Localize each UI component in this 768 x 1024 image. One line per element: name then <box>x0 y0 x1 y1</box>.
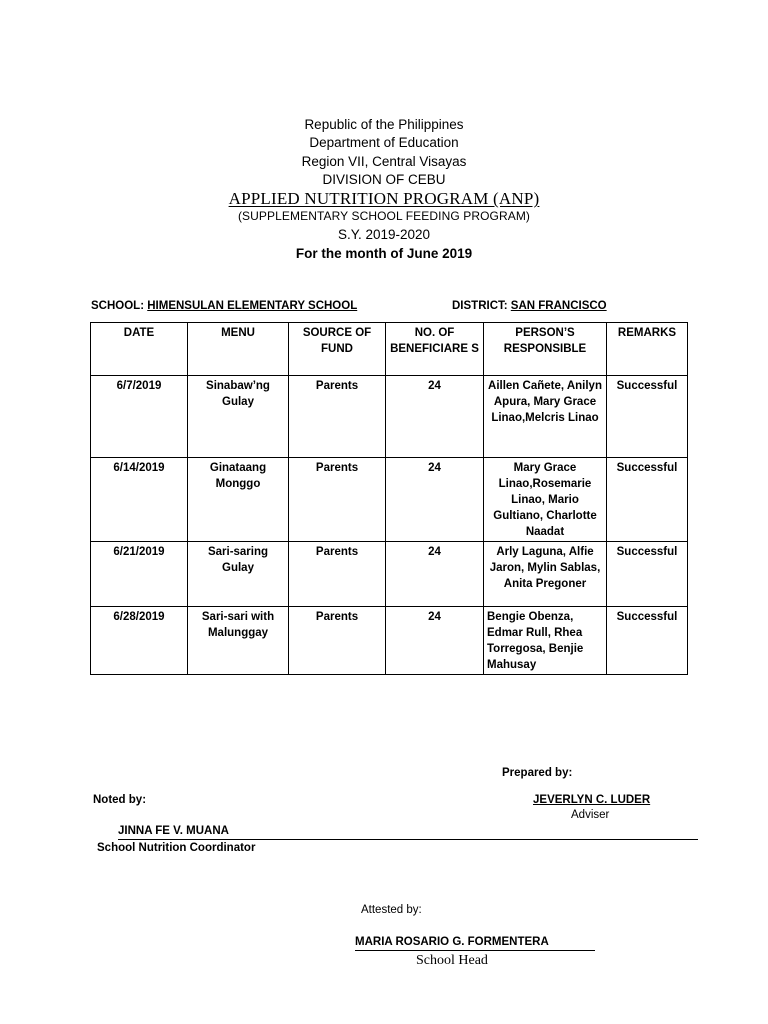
cell-date: 6/21/2019 <box>91 542 188 607</box>
cell-source: Parents <box>289 607 386 675</box>
header-no-of-beneficiaries: NO. OF BENEFICIARE S <box>386 323 484 376</box>
cell-date: 6/14/2019 <box>91 458 188 542</box>
school-year: S.Y. 2019-2020 <box>337 227 431 242</box>
header-region: Region VII, Central Visayas <box>301 154 467 169</box>
cell-remarks: Successful <box>607 376 688 458</box>
header-remarks: REMARKS <box>607 323 688 376</box>
district-label: DISTRICT: <box>452 300 508 312</box>
noted-by-label: Noted by: <box>93 794 147 806</box>
table-row <box>91 542 688 607</box>
header-date: DATE <box>91 323 188 376</box>
cell-source: Parents <box>289 542 386 607</box>
attested-by-title: School Head <box>416 953 488 968</box>
cell-source: Parents <box>289 458 386 542</box>
header-department: Department of Education <box>309 135 459 150</box>
feeding-schedule-table <box>90 322 688 675</box>
cell-beneficiaries: 24 <box>386 376 484 458</box>
cell-menu: Sari-sari with Malunggay <box>188 607 289 675</box>
document-subtitle: (SUPPLEMENTARY SCHOOL FEEDING PROGRAM) <box>237 209 531 223</box>
table-row <box>91 607 688 675</box>
prepared-by-name: JEVERLYN C. LUDER <box>533 794 651 806</box>
cell-persons: Bengie Obenza, Edmar Rull, Rhea Torregosa, Benjie Mahusay <box>484 607 607 675</box>
prepared-by-label: Prepared by: <box>502 767 573 779</box>
cell-beneficiaries: 24 <box>386 458 484 542</box>
table-row <box>91 376 688 458</box>
attested-by-name: MARIA ROSARIO G. FORMENTERA <box>355 936 549 948</box>
school-value: HIMENSULAN ELEMENTARY SCHOOL <box>147 300 358 312</box>
cell-menu: Ginataang Monggo <box>188 458 289 542</box>
school-info <box>91 300 357 312</box>
school-label: SCHOOL: <box>91 300 145 312</box>
cell-menu: Sari-saring Gulay <box>188 542 289 607</box>
header-menu: MENU <box>188 323 289 376</box>
table-row <box>91 458 688 542</box>
header-republic: Republic of the Philippines <box>304 117 464 132</box>
cell-persons: Aillen Cañete, Anilyn Apura, Mary Grace Linao,Melcris Linao <box>484 376 607 458</box>
cell-remarks: Successful <box>607 607 688 675</box>
noted-by-name: JINNA FE V. MUANA <box>118 825 229 837</box>
cell-date: 6/7/2019 <box>91 376 188 458</box>
cell-beneficiaries: 24 <box>386 607 484 675</box>
district-info <box>452 300 607 312</box>
header-persons-responsible: PERSON’S RESPONSIBLE <box>484 323 607 376</box>
cell-date: 6/28/2019 <box>91 607 188 675</box>
cell-persons: Mary Grace Linao,Rosemarie Linao, Mario Gultiano, Charlotte Naadat <box>484 458 607 542</box>
header-division: DIVISION OF CEBU <box>322 172 446 187</box>
cell-source: Parents <box>289 376 386 458</box>
table-header-row <box>91 323 688 376</box>
prepared-by-title: Adviser <box>571 809 610 821</box>
cell-menu: Sinabaw’ng Gulay <box>188 376 289 458</box>
cell-remarks: Successful <box>607 542 688 607</box>
attested-by-signature-line <box>355 950 595 951</box>
noted-by-signature-line <box>118 839 698 840</box>
district-value: SAN FRANCISCO <box>510 300 607 312</box>
cell-beneficiaries: 24 <box>386 542 484 607</box>
noted-by-title: School Nutrition Coordinator <box>97 842 256 854</box>
cell-persons: Arly Laguna, Alfie Jaron, Mylin Sablas, Anita Pregoner <box>484 542 607 607</box>
attested-by-label: Attested by: <box>361 904 422 916</box>
header-source-of-fund: SOURCE OF FUND <box>289 323 386 376</box>
report-month: For the month of June 2019 <box>295 246 473 261</box>
cell-remarks: Successful <box>607 458 688 542</box>
document-title: APPLIED NUTRITION PROGRAM (ANP) <box>228 189 540 208</box>
